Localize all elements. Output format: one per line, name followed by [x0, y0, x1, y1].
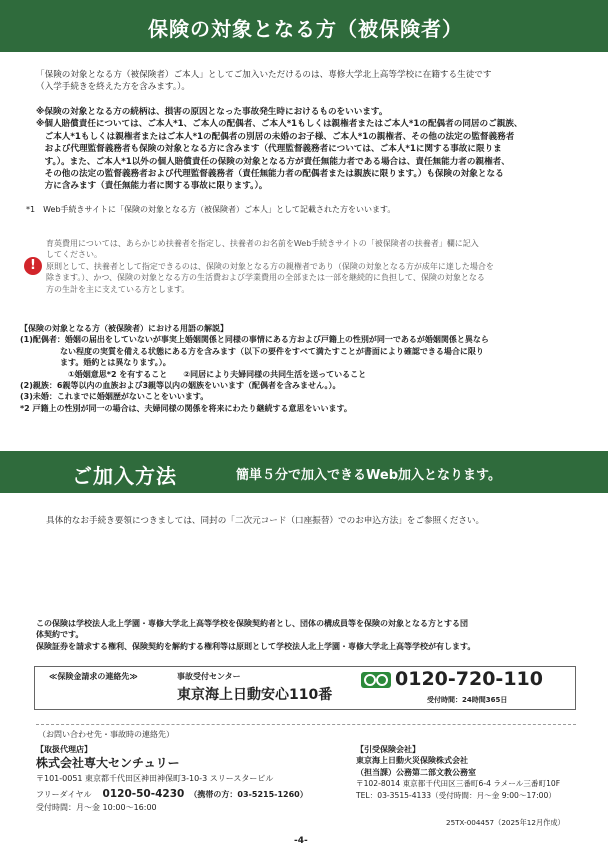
- terms-line: ます。婚約とは異なります。）。: [20, 358, 171, 368]
- note-line: その他の法定の監督義務者および代理監督義務者（責任無能力者の配偶者または親族に限ります。）も保険の対象となる: [36, 169, 504, 180]
- alert-line: 育英費用については、あらかじめ扶養者を指定し、扶養者のお名前をWeb手続きサイトの「被保険者の扶養者」欄に記入: [46, 239, 479, 248]
- section-title-enrollment: ご加入方法: [72, 464, 177, 488]
- group-contract-text: [36, 618, 475, 652]
- terms-heading: 【保険の対象となる方（被保険者）における用語の解説】: [20, 324, 228, 333]
- contact-divider: [36, 724, 576, 725]
- agent-name: 株式会社専大センチュリー: [36, 756, 180, 771]
- terms-line: *2 戸籍上の性別が同一の場合は、夫婦同様の関係を将来にわたり継続する意思をいいます。: [20, 403, 352, 413]
- alert-line: 原則として、扶養者として指定できるのは、保険の対象となる方の親権者であり（保険の対象となる方が成年に達した場合を: [46, 261, 494, 271]
- terms-glossary: [20, 323, 489, 414]
- footnote-1: *1 Web手続きサイトに「保険の対象となる方（被保険者）ご本人」として記載された方をいいます。: [26, 205, 396, 214]
- insurer-phone[interactable]: TEL：03-3515-4133（受付時間：月～金 9:00～17:00）: [356, 790, 556, 800]
- agent-phone-row: [36, 785, 308, 802]
- insurer-address: 〒102-8014 東京都千代田区三番町6-4 ラメール三番町10F: [356, 779, 561, 789]
- alert-line: 方の生計を主に支えている方とします。: [46, 284, 190, 294]
- agent-phone[interactable]: 0120-50-4230: [102, 787, 185, 800]
- claim-phone[interactable]: 0120-720-110: [395, 668, 543, 690]
- section-header-insured: [0, 0, 608, 52]
- terms-line: ない程度の実質を備える状態にある方を含みます（以下の要件をすべて満たすことが書面により確認できる場合に限り: [20, 346, 484, 356]
- enrollment-text: 具体的なお手続き要領につきましては、同封の「二次元コード（口座振替）でのお申込方法」をご参照ください。: [46, 516, 485, 526]
- section-subtitle-enrollment: 簡単５分で加入できるWeb加入となります。: [236, 468, 501, 483]
- section-title-insured: 保険の対象となる方（被保険者）: [148, 17, 463, 41]
- terms-line: (1)配偶者：婚姻の届出をしていないが事実上婚姻関係と同様の事情にある方および戸籍上の性別が同一であるが婚姻関係と異なら: [20, 335, 489, 345]
- agent-contact: [36, 744, 308, 813]
- intro-line-1: 「保険の対象となる方（被保険者）ご本人」としてご加入いただけるのは、専修大学北上高等学校に在籍する生徒です: [36, 70, 492, 80]
- intro-line-2: （入学手続きを終えた方を含みます。）。: [36, 82, 190, 92]
- terms-line: ①婚姻意思*2 を有すること ②同居により夫婦同様の共同生活を送っていること: [20, 369, 367, 379]
- agent-mobile-phone[interactable]: （携帯の方：03-5215-1260）: [189, 789, 308, 799]
- group-line: 体契約です。: [36, 630, 84, 640]
- note-line: す。）。また、ご本人*1以外の個人賠償責任の保険の対象となる方が責任無能力者である場合は、責任無能力者の親権者、: [36, 156, 510, 167]
- note-line: および代理監督義務者も保険の対象となる方に含みます（代理監督義務者については、ご本人*1に関する事故に限りま: [36, 144, 502, 155]
- claim-contact-box: [34, 666, 576, 710]
- insurer-contact: [356, 744, 560, 801]
- group-line: この保険は学校法人北上学園・専修大学北上高等学校を保険契約者とし、団体の構成員等を保険の対象となる方とする団: [36, 619, 468, 628]
- page-number: -4-: [294, 836, 308, 846]
- insurer-dept: （担当課）公務第二部文教公務室: [356, 767, 476, 777]
- alert-line: してください。: [46, 250, 102, 260]
- claim-center-name: 東京海上日動安心110番: [177, 687, 333, 703]
- claim-label: ≪保険金請求の連絡先≫: [49, 672, 138, 681]
- note-line: 方に含みます（責任無能力者に関する事故に限ります。）。: [36, 181, 268, 192]
- section-header-enrollment: [0, 451, 608, 493]
- agent-label: 【取扱代理店】: [36, 745, 92, 754]
- free-dial-icon: [361, 672, 391, 688]
- note-line: ※保険の対象となる方の続柄は、損害の原因となった事故発生時におけるものをいいます。: [36, 107, 388, 117]
- insurer-name: 東京海上日動火災保険株式会社: [356, 756, 468, 766]
- note-line: ご本人*1もしくは親権者またはご本人*1の配偶者の別居の未婚のお子様、ご本人*1の親権者、その他の法定の監督義務者: [36, 131, 515, 142]
- insurer-label: 【引受保険会社】: [356, 745, 420, 754]
- claim-center-label: 事故受付センター: [177, 672, 241, 681]
- terms-line: (3)未婚：これまでに婚姻歴がないことをいいます。: [20, 392, 209, 402]
- exclamation-icon: !: [24, 257, 42, 275]
- contact-heading: （お問い合わせ先・事故時の連絡先）: [38, 730, 174, 739]
- agent-hours: 受付時間：月～金 10:00～16:00: [36, 802, 157, 812]
- note-line: ※個人賠償責任については、ご本人*1、ご本人の配偶者、ご本人*1もしくは親権者またはご本人*1の配偶者の同居のご親族、: [36, 119, 523, 130]
- insured-notes: [36, 106, 522, 193]
- document-code: 25TX-004457（2025年12月作成）: [446, 818, 565, 827]
- group-line: 保険証券を請求する権利、保険契約を解約する権利等は原則として学校法人北上学園・専修大学北上高等学校が有します。: [36, 641, 476, 651]
- guardian-alert: [46, 238, 494, 295]
- agent-address: 〒101-0051 東京都千代田区神田神保町3-10-3 スリースタービル: [36, 774, 274, 784]
- agent-phone-label: フリーダイヤル: [36, 789, 92, 799]
- claim-hours: 受付時間：24時間365日: [427, 696, 508, 704]
- alert-line: 除きます。）、かつ、保険の対象となる方の生活費および学業費用の全部または一部を継続的に負担して、保険の対象となる: [46, 273, 485, 283]
- terms-line: (2)親族：6親等以内の血族および3親等以内の姻族をいいます（配偶者を含みません。）。: [20, 381, 341, 391]
